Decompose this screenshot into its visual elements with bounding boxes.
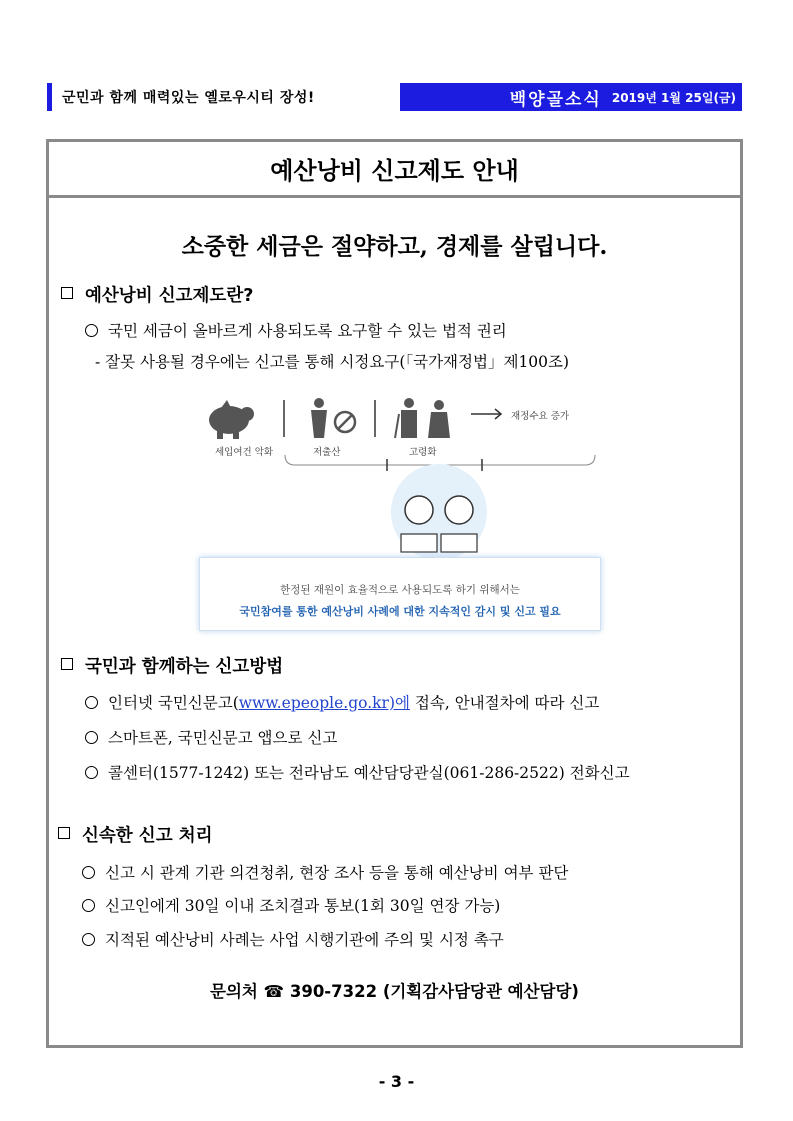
contact-info: 문의처 ☎ 390-7322 (기획감사담당관 예산담당) (210, 982, 579, 1001)
section-heading-what: 예산낭비 신고제도란? (61, 282, 253, 307)
checkbox-square-icon (61, 658, 73, 670)
checkbox-square-icon (58, 827, 70, 839)
circle-bullet-icon (85, 324, 98, 337)
bullet-correction: 지적된 예산낭비 사례는 사업 시행기관에 주의 및 시정 촉구 (82, 928, 504, 950)
header-accent-bar (47, 83, 52, 111)
bullet-phone-report: 콜센터(1577-1242) 또는 전라남도 예산담당관실(061-286-2522) 전화신고 (85, 761, 630, 783)
infographic (189, 392, 609, 632)
section-heading-processing: 신속한 신고 처리 (58, 822, 213, 847)
elderly-icon (395, 398, 450, 438)
bullet-legal-right: 국민 세금이 올바르게 사용되도록 요구할 수 있는 법적 권리 (85, 319, 507, 341)
section-heading-methods: 국민과 함께하는 신고방법 (61, 653, 283, 678)
newsletter-name: 백양골소식 (509, 89, 602, 110)
label-tax-decline: 세입여건 악화 (215, 447, 274, 458)
header-slogan: 군민과 함께 매력있는 옐로우시티 장성! (62, 90, 315, 106)
circle-bullet-icon (85, 731, 98, 744)
callout-line-2: 국민참여를 통한 예산낭비 사례에 대한 지속적인 감시 및 신고 필요 (239, 605, 561, 618)
epeople-link[interactable]: www.epeople.go.kr)에 (238, 694, 410, 712)
bullet-notification: 신고인에게 30일 이내 조치결과 통보(1회 30일 연장 가능) (82, 894, 500, 916)
bullet-smartphone-report: 스마트폰, 국민신문고 앱으로 신고 (85, 726, 337, 748)
circle-bullet-icon (82, 899, 95, 912)
dash-correction-request: - 잘못 사용될 경우에는 신고를 통해 시정요구(「국가재정법」제100조) (95, 353, 570, 371)
bullet-internet-report: 인터넷 국민신문고(www.epeople.go.kr)에 접속, 안내절차에 따라 신고 (85, 691, 599, 713)
citizens-monitoring-icon (391, 464, 487, 557)
label-aging: 고령화 (409, 447, 437, 458)
page-title: 예산낭비 신고제도 안내 (49, 142, 740, 198)
checkbox-square-icon (61, 287, 73, 299)
circle-bullet-icon (85, 766, 98, 779)
low-birth-icon (311, 398, 355, 438)
page-number: - 3 - (378, 1072, 415, 1091)
piggy-bank-icon (209, 400, 254, 439)
bullet-review: 신고 시 관계 기관 의견청취, 현장 조사 등을 통해 예산낭비 여부 판단 (82, 861, 568, 883)
callout-line-1: 한정된 재원이 효율적으로 사용되도록 하기 위해서는 (280, 584, 520, 596)
label-fiscal-demand: 재정수요 증가 (511, 411, 570, 422)
header-banner (400, 83, 742, 111)
circle-bullet-icon (82, 933, 95, 946)
subtitle: 소중한 세금은 절약하고, 경제를 살립니다. (181, 233, 608, 260)
label-low-birth: 저출산 (313, 447, 341, 458)
issue-date: 2019년 1월 25일(금) (611, 90, 736, 105)
circle-bullet-icon (82, 866, 95, 879)
arrow-right-icon (471, 409, 501, 419)
circle-bullet-icon (85, 696, 98, 709)
callout-box (199, 557, 601, 631)
